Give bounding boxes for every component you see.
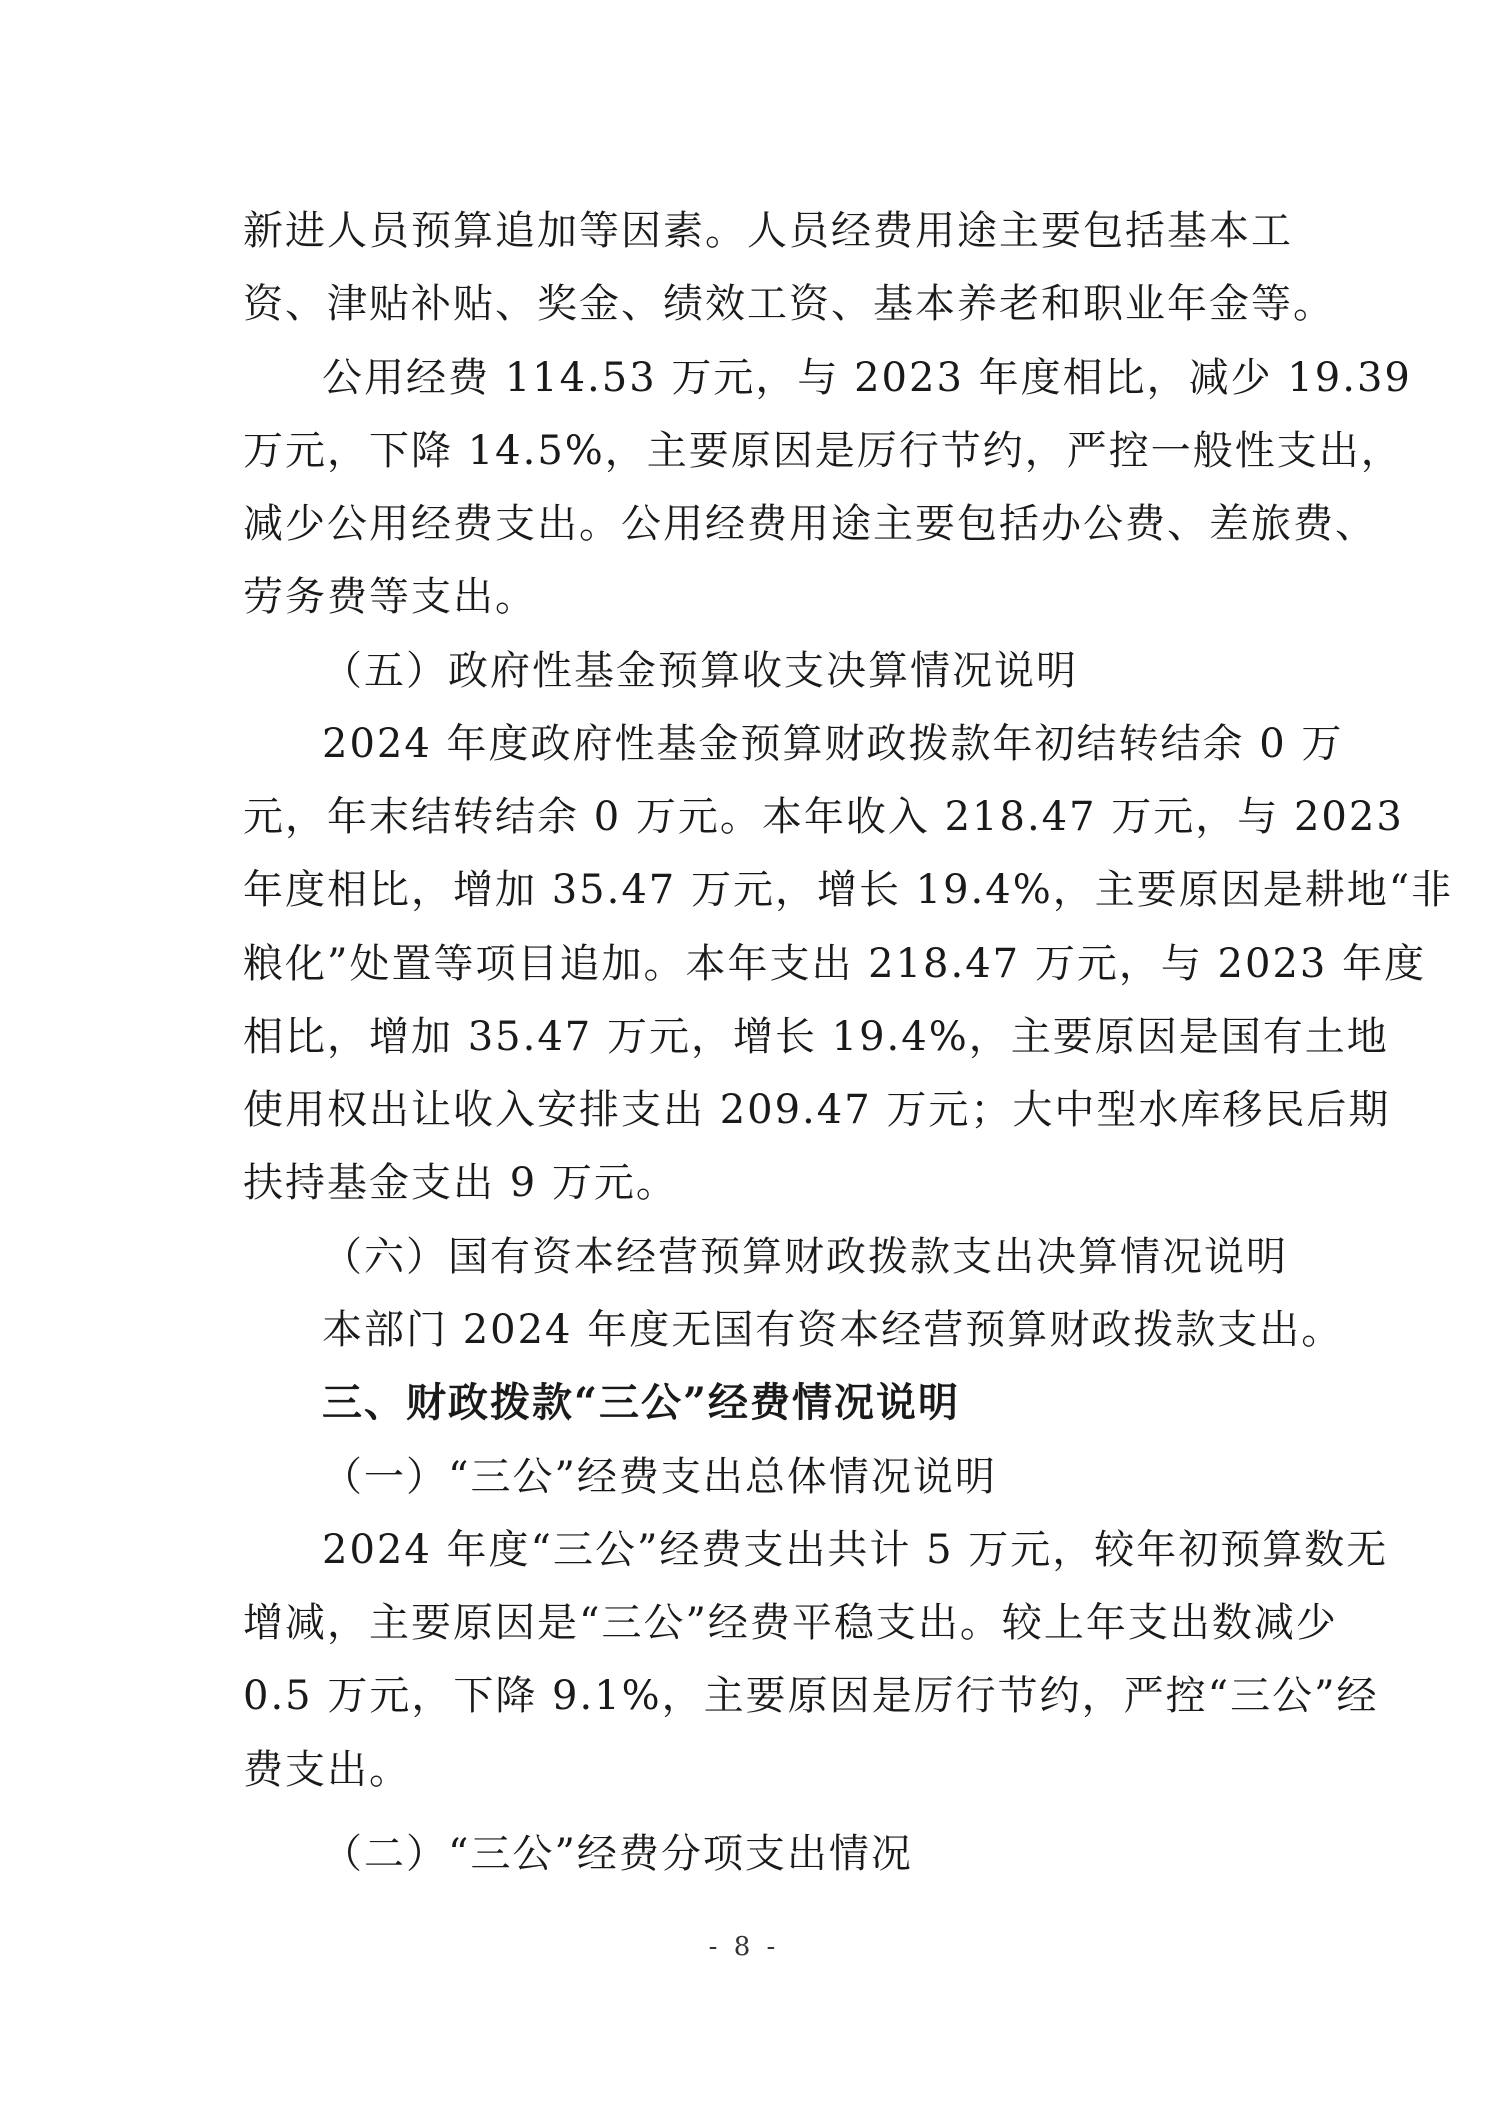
section-heading: （二）“三公”经费分项支出情况 — [322, 1831, 913, 1877]
body-text-line: 新进人员预算追加等因素。人员经费用途主要包括基本工 — [243, 208, 1293, 254]
body-text-line: 万元，下降 14.5%，主要原因是厉行节约，严控一般性支出， — [243, 428, 1403, 474]
body-text-line: 减少公用经费支出。公用经费用途主要包括办公费、差旅费、 — [243, 501, 1377, 547]
body-text-line: 使用权出让收入安排支出 209.47 万元；大中型水库移民后期 — [243, 1087, 1391, 1133]
section-heading: （一）“三公”经费支出总体情况说明 — [322, 1454, 997, 1500]
body-text-line: 2024 年度政府性基金预算财政拨款年初结转结余 0 万 — [322, 721, 1344, 767]
section-heading: （六）国有资本经营预算财政拨款支出决算情况说明 — [322, 1234, 1288, 1280]
body-text-line: 年度相比，增加 35.47 万元，增长 19.4%，主要原因是耕地“非 — [243, 867, 1454, 913]
body-text-line: 扶持基金支出 9 万元。 — [243, 1160, 678, 1206]
body-text-line: 0.5 万元，下降 9.1%，主要原因是厉行节约，严控“三公”经 — [243, 1673, 1379, 1719]
body-text-line: 劳务费等支出。 — [243, 574, 537, 620]
body-text-line: 元，年末结转结余 0 万元。本年收入 218.47 万元，与 2023 — [243, 794, 1404, 840]
body-text-line: 2024 年度“三公”经费支出共计 5 万元，较年初预算数无 — [322, 1527, 1389, 1573]
body-text-line: 费支出。 — [243, 1747, 411, 1793]
page-number: - 8 - — [708, 1932, 780, 1962]
body-text-line: 粮化”处置等项目追加。本年支出 218.47 万元，与 2023 年度 — [243, 941, 1427, 987]
section-heading: （五）政府性基金预算收支决算情况说明 — [322, 648, 1078, 694]
body-text-line: 相比，增加 35.47 万元，增长 19.4%，主要原因是国有土地 — [243, 1014, 1389, 1060]
body-text-line: 本部门 2024 年度无国有资本经营预算财政拨款支出。 — [322, 1307, 1344, 1353]
body-text-line: 增减，主要原因是“三公”经费平稳支出。较上年支出数减少 — [243, 1600, 1338, 1646]
body-text-line: 资、津贴补贴、奖金、绩效工资、基本养老和职业年金等。 — [243, 281, 1335, 327]
chapter-heading: 三、财政拨款“三公”经费情况说明 — [322, 1379, 961, 1426]
body-text-line: 公用经费 114.53 万元，与 2023 年度相比，减少 19.39 — [322, 355, 1412, 401]
